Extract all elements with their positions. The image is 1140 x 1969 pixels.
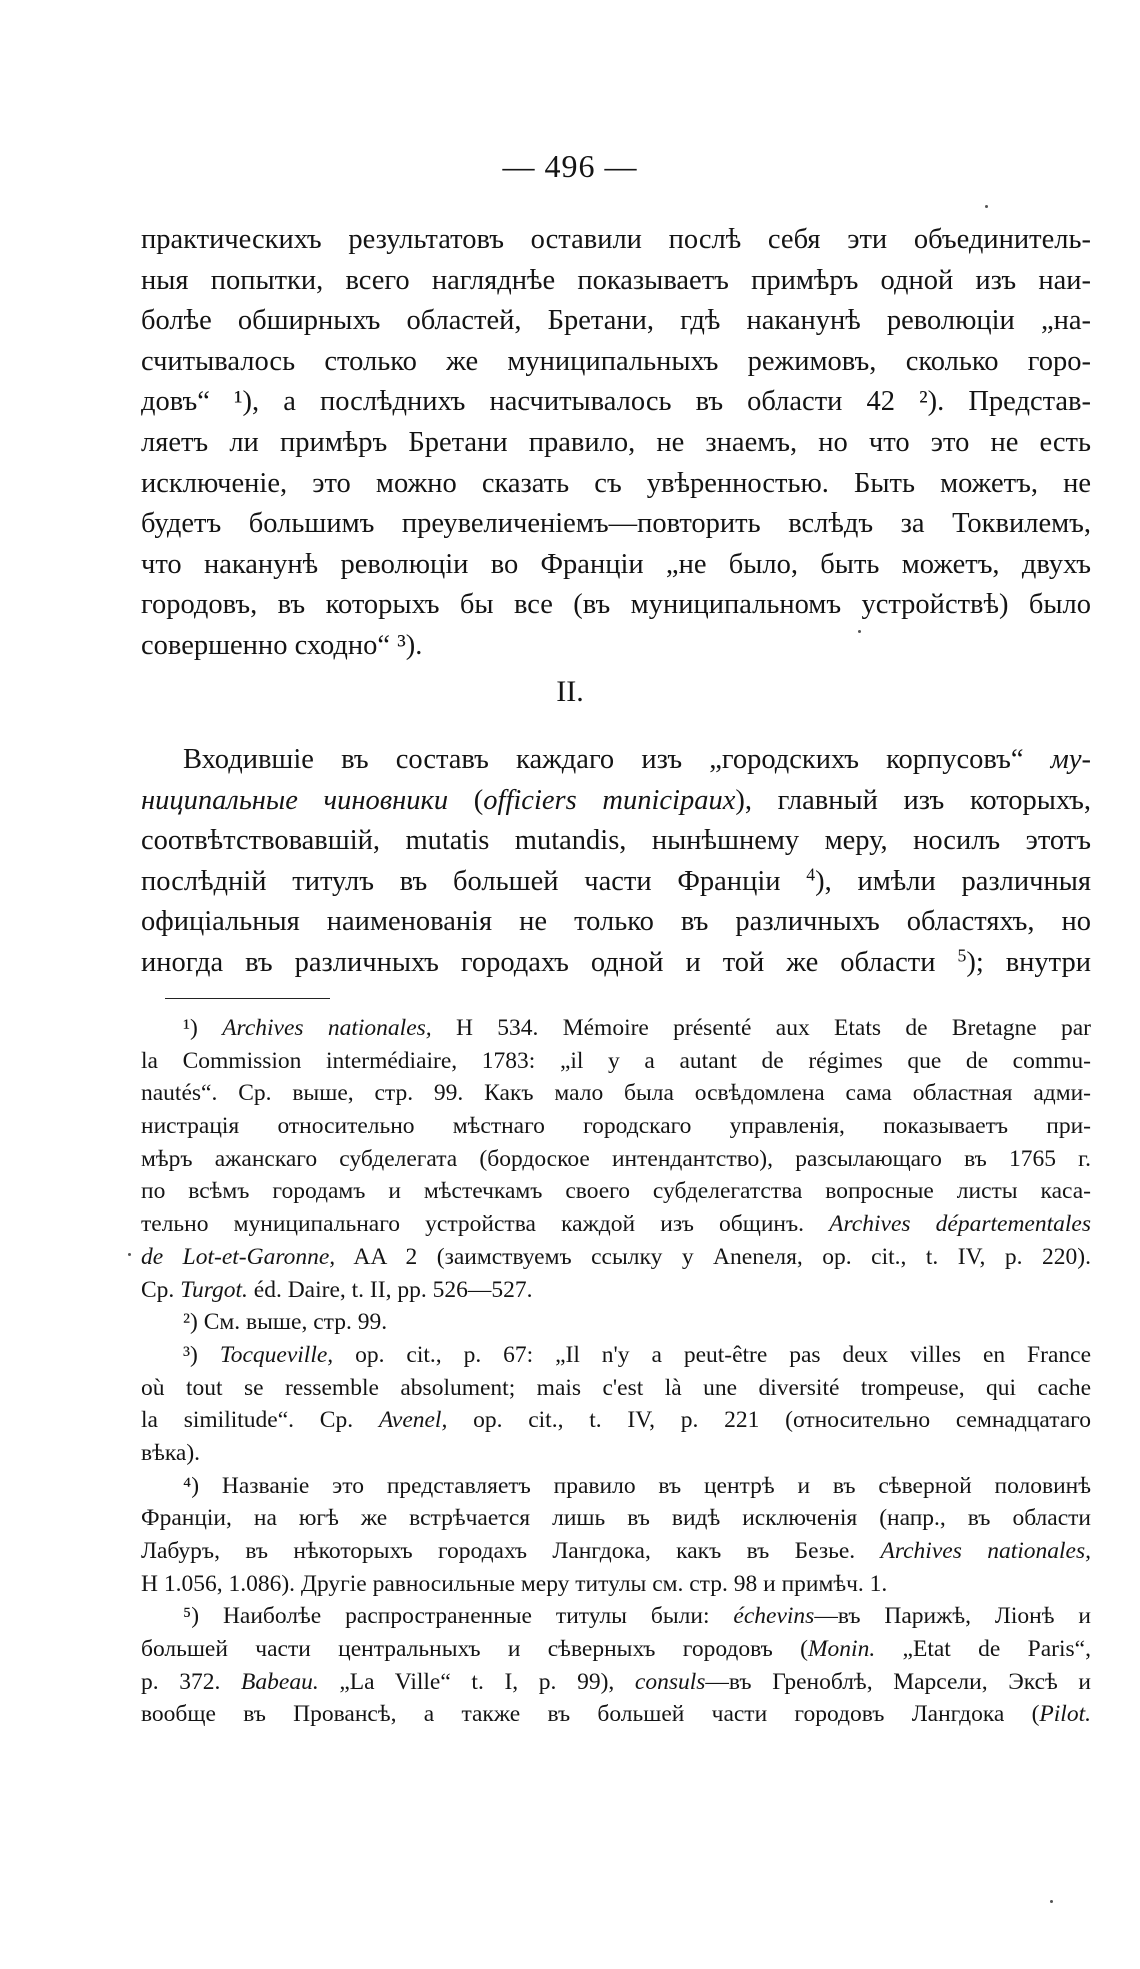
italic-run: consuls	[634, 1668, 706, 1695]
footnote-1-line: la Commission intermédiaire, 1783: „il y a autant de régimes que de commu-	[141, 1047, 1091, 1074]
text-run: op. cit., t. IV, p. 221 (относительно семнадцатаго	[447, 1407, 1091, 1434]
footnotes	[141, 1012, 1091, 1731]
text-run: послѣдній титулъ въ большей части Франціи	[141, 865, 807, 897]
footnote-4-line	[141, 1535, 1091, 1568]
text-run: иногда въ различныхъ городахъ одной и той же области	[141, 946, 958, 978]
footnote-4-line: Франціи, на югѣ же встрѣчается лишь въ видѣ исключенія (напр., въ области	[141, 1505, 1091, 1532]
footnote-4-line: ⁴) Названіе это представляетъ правило въ центрѣ и въ сѣверной половинѣ	[183, 1472, 1091, 1499]
text-run: „Etat de Paris“,	[875, 1636, 1091, 1663]
footnote-4-line: H 1.056, 1.086). Другіе равносильные меру титулы см. стр. 98 и примѣч. 1.	[141, 1570, 888, 1597]
text-line: болѣе обширныхъ областей, Бретани, гдѣ наканунѣ революціи „на-	[141, 305, 1091, 337]
page-number: — 496 —	[502, 148, 638, 184]
italic-run: Archives nationales,	[880, 1538, 1091, 1564]
italic-run: Turgot.	[180, 1276, 248, 1303]
text-run: Входившіе въ составъ каждаго изъ „городскихъ корпусовъ“	[183, 744, 1051, 775]
print-speck	[858, 630, 861, 633]
text-run: ¹)	[183, 1015, 223, 1041]
footnote-divider	[165, 998, 330, 999]
footnote-ref: 5	[957, 945, 967, 966]
italic-run: Avenel,	[378, 1407, 448, 1434]
text-line: будетъ большимъ преувеличеніемъ—повторить вслѣдъ за Токвилемъ,	[141, 508, 1091, 540]
footnote-1-line: nautés“. Ср. выше, стр. 99. Какъ мало была освѣдомлена сама областная адми-	[141, 1080, 1091, 1107]
italic-run: Tocqueville,	[219, 1341, 334, 1368]
text-line: что наканунѣ революціи во Франціи „не было, быть можетъ, двухъ	[141, 548, 1091, 580]
text-run: éd. Daire, t. II, pp. 526—527.	[247, 1276, 533, 1303]
footnote-5-line	[141, 1600, 1091, 1633]
footnote-1-line	[141, 1208, 1091, 1241]
italic-run: ниципальные чиновники	[141, 784, 449, 816]
italic-run: Babeau.	[241, 1668, 319, 1695]
italic-run: Pilot.	[1039, 1701, 1091, 1728]
footnote-3-line: où tout se ressemble absolument; mais c'est là une diversité trompeuse, qui cache	[141, 1374, 1091, 1401]
italic-run: officiers municipaux	[483, 784, 736, 816]
print-speck	[1050, 1900, 1053, 1903]
paragraph-2	[141, 740, 1091, 984]
text-run: AA 2 (заимствуемъ ссылку у Aneneля, op. cit., t. IV, p. 220).	[335, 1243, 1091, 1270]
text-line: городовъ, въ которыхъ бы все (въ муниципальномъ устройствѣ) было	[141, 589, 1091, 621]
text-run: вообще въ Провансѣ, а также въ большей части городовъ Лангдока (	[141, 1701, 1040, 1728]
text-run: ⁵) Наиболѣе распространенные титулы были:	[183, 1603, 734, 1630]
text-run: Лабуръ, въ нѣкоторыхъ городахъ Лангдока, какъ въ Безье.	[141, 1538, 881, 1564]
footnote-1-line	[141, 1274, 1091, 1307]
text-run: „La Ville“ t. I, p. 99),	[318, 1668, 635, 1695]
footnote-1-line	[141, 1241, 1091, 1274]
italic-run: му-	[1050, 744, 1091, 775]
footnote-1-line: по всѣмъ городамъ и мѣстечкамъ своего субделегатства вопросные листы каса-	[141, 1178, 1091, 1205]
italic-run: Archives départementales	[829, 1211, 1091, 1238]
text-line: ныя попытки, всего нагляднѣе показываетъ примѣръ одной изъ наи-	[141, 264, 1091, 296]
text-run: p. 372.	[141, 1668, 242, 1695]
text-run: тельно муниципальнаго устройства каждой изъ общинъ.	[141, 1211, 830, 1238]
footnote-1-line: нистрація относительно мѣстнаго городскаго управленія, показываетъ при-	[141, 1113, 1091, 1140]
text-run: —въ Греноблѣ, Марсели, Эксѣ и	[705, 1668, 1091, 1695]
italic-run: de Lot-et-Garonne,	[141, 1243, 336, 1270]
section-heading: II.	[556, 675, 584, 708]
text-line: довъ“ ¹), а послѣднихъ насчитывалось въ области 42 ²). Представ-	[141, 386, 1091, 418]
text-line	[141, 862, 1091, 903]
text-run: la similitude“. Ср.	[141, 1407, 379, 1434]
italic-run: échevins	[733, 1603, 815, 1630]
footnote-3-line	[141, 1404, 1091, 1437]
footnote-5-line	[141, 1633, 1091, 1666]
paragraph-1	[141, 220, 1091, 667]
footnote-3-line: вѣка).	[141, 1439, 201, 1466]
text-line: считывалось столько же муниципальныхъ режимовъ, сколько горо-	[141, 345, 1091, 377]
text-run: op. cit., p. 67: „Il n'y a peut-être pas deux villes en France	[333, 1341, 1091, 1368]
footnote-1-line	[141, 1012, 1091, 1045]
text-run: ), имѣли различныя	[815, 865, 1091, 897]
text-line: офиціальныя наименованія не только въ различныхъ областяхъ, но	[141, 906, 1091, 938]
text-run: большей части центральныхъ и сѣверныхъ городовъ (	[141, 1636, 808, 1663]
text-line	[141, 740, 1091, 781]
footnote-3-line	[141, 1339, 1091, 1372]
footnote-1-line: мѣръ ажанскаго субделегата (бордоское интендантство), разсылающаго въ 1765 г.	[141, 1145, 1091, 1172]
text-line: практическихъ результатовъ оставили послѣ себя эти объединитель-	[141, 224, 1091, 255]
text-run: (	[448, 784, 484, 816]
text-line	[141, 781, 1091, 822]
text-line: ляетъ ли примѣръ Бретани правило, не знаемъ, но что это не есть	[141, 426, 1091, 458]
text-run: —въ Парижѣ, Ліонѣ и	[814, 1603, 1091, 1630]
text-line	[141, 943, 1091, 984]
footnote-2-line: ²) См. выше, стр. 99.	[183, 1309, 388, 1336]
text-run: ); внутри	[966, 946, 1091, 978]
italic-run: Monin.	[807, 1636, 876, 1663]
footnote-ref: 4	[806, 864, 816, 885]
text-run: H 534. Mémoire présenté aux Etats de Bretagne par	[431, 1015, 1091, 1041]
text-line: соотвѣтствовавшій, mutatis mutandis, нынѣшнему меру, носилъ этотъ	[141, 825, 1091, 857]
text-run: Ср.	[141, 1276, 181, 1303]
footnote-5-line	[141, 1698, 1091, 1731]
italic-run: Archives nationales,	[222, 1015, 432, 1041]
text-line: совершенно сходно“ ³).	[141, 629, 423, 661]
print-speck	[128, 1253, 131, 1256]
footnote-5-line	[141, 1666, 1091, 1699]
text-run: ³)	[183, 1341, 220, 1368]
print-speck	[985, 205, 988, 208]
text-line: исключеніе, это можно сказать съ увѣренностью. Быть можетъ, не	[141, 467, 1091, 499]
text-run: ), главный изъ которыхъ,	[735, 784, 1091, 816]
